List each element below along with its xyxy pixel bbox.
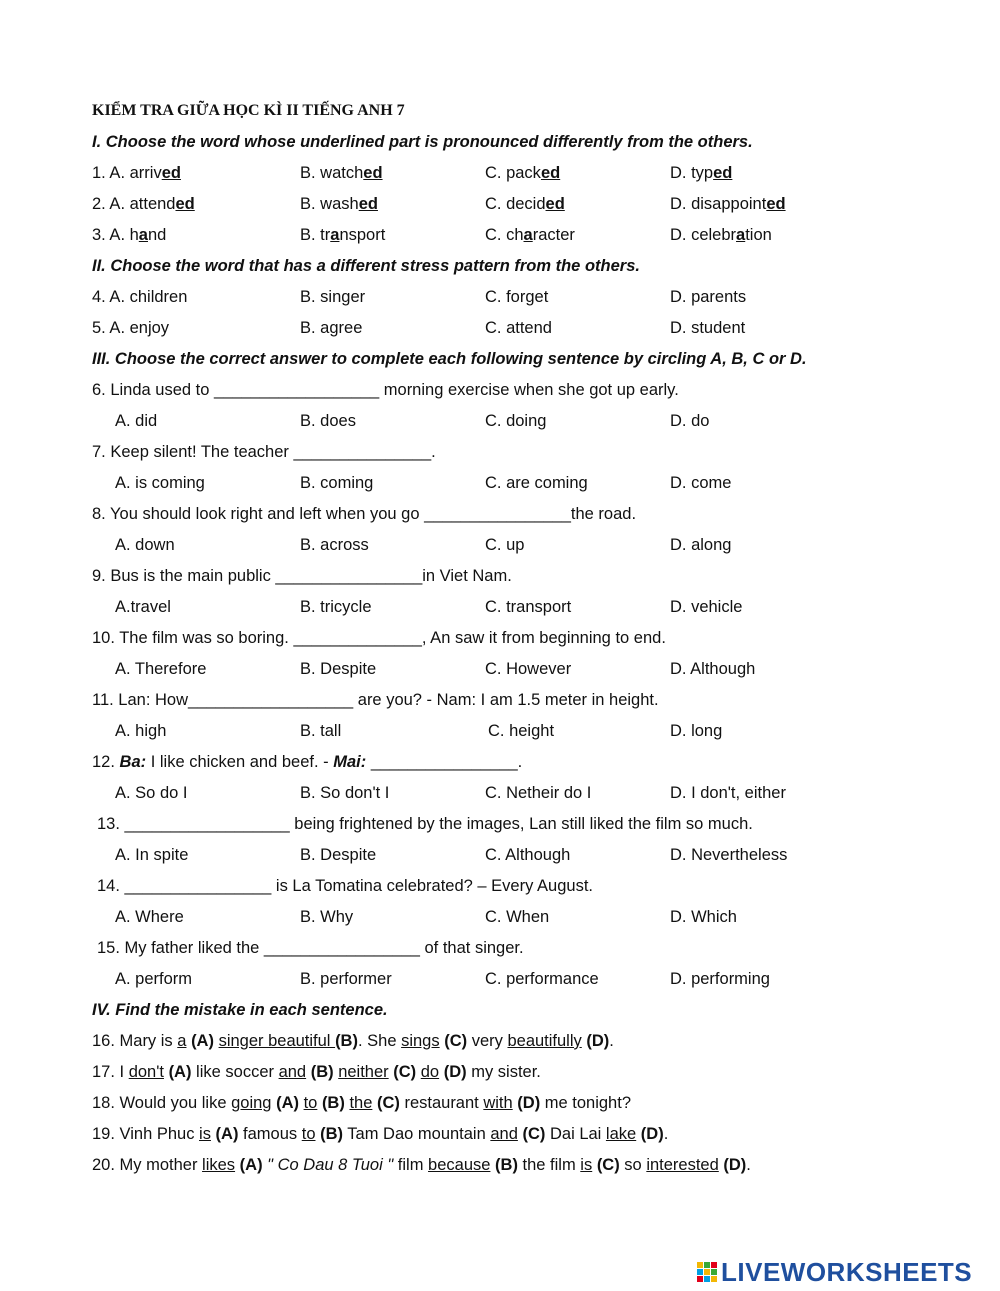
- section-1-heading: I. Choose the word whose underlined part is pronounced differently from the others.: [92, 133, 753, 151]
- q7-option-d: D. come: [670, 474, 732, 492]
- q16-sentence: 16. Mary is a (A) singer beautiful (B). She sings (C) very beautifully (D).: [92, 1032, 614, 1050]
- q10-option-b: B. Despite: [300, 660, 377, 678]
- q3-option-b: B. transport: [300, 226, 386, 244]
- q15-option-c: C. performance: [485, 970, 599, 988]
- q3-option-c: C. character: [485, 226, 575, 244]
- q1-option-d: D. typed: [670, 164, 733, 182]
- q9-option-c: C. transport: [485, 598, 572, 616]
- q4-option-b: B. singer: [300, 288, 366, 306]
- q3-option-d: D. celebration: [670, 226, 772, 244]
- q13-stem: 13. __________________ being frightened by the images, Lan still liked the film so much.: [97, 815, 753, 833]
- q5-option-b: B. agree: [300, 319, 363, 337]
- q12-option-a: A. So do I: [115, 784, 188, 802]
- q14-option-c: C. When: [485, 908, 550, 926]
- q20-sentence: 20. My mother likes (A) " Co Dau 8 Tuoi " film because (B) the film is (C) so interested (D).: [92, 1156, 751, 1174]
- q1-option-c: C. packed: [485, 164, 561, 182]
- q15-option-b: B. performer: [300, 970, 392, 988]
- q4-option-a: 4. A. children: [92, 288, 188, 306]
- q15-option-d: D. performing: [670, 970, 770, 988]
- q12-option-c: C. Netheir do I: [485, 784, 592, 802]
- q8-option-b: B. across: [300, 536, 369, 554]
- q14-option-b: B. Why: [300, 908, 354, 926]
- q9-option-b: B. tricycle: [300, 598, 372, 616]
- section-4-heading: IV. Find the mistake in each sentence.: [92, 1001, 388, 1019]
- q14-option-a: A. Where: [115, 908, 184, 926]
- q10-option-d: D. Although: [670, 660, 756, 678]
- q14-option-d: D. Which: [670, 908, 737, 926]
- q8-option-d: D. along: [670, 536, 732, 554]
- q6-option-d: D. do: [670, 412, 710, 430]
- q7-option-b: B. coming: [300, 474, 374, 492]
- q10-option-c: C. However: [485, 660, 572, 678]
- q1-option-b: B. watched: [300, 164, 383, 182]
- q15-option-a: A. perform: [115, 970, 193, 988]
- q6-option-a: A. did: [115, 412, 158, 430]
- logo-grid-icon: [697, 1262, 717, 1282]
- q13-option-a: A. In spite: [115, 846, 189, 864]
- q4-option-d: D. parents: [670, 288, 747, 306]
- q2-option-a: 2. A. attended: [92, 195, 195, 213]
- q18-sentence: 18. Would you like going (A) to (B) the (C) restaurant with (D) me tonight?: [92, 1094, 631, 1112]
- q6-stem: 6. Linda used to __________________ morning exercise when she got up early.: [92, 381, 679, 399]
- q7-option-a: A. is coming: [115, 474, 205, 492]
- q6-option-b: B. does: [300, 412, 356, 430]
- q19-sentence: 19. Vinh Phuc is (A) famous to (B) Tam Dao mountain and (C) Dai Lai lake (D).: [92, 1125, 669, 1143]
- q13-option-c: C. Although: [485, 846, 571, 864]
- q5-option-c: C. attend: [485, 319, 552, 337]
- q2-option-d: D. disappointed: [670, 195, 786, 213]
- q11-option-a: A. high: [115, 722, 167, 740]
- q2-option-b: B. washed: [300, 195, 378, 213]
- q12-option-d: D. I don't, either: [670, 784, 786, 802]
- q17-sentence: 17. I don't (A) like soccer and (B) neither (C) do (D) my sister.: [92, 1063, 541, 1081]
- q9-option-d: D. vehicle: [670, 598, 743, 616]
- q11-option-d: D. long: [670, 722, 723, 740]
- q2-option-c: C. decided: [485, 195, 565, 213]
- q7-stem: 7. Keep silent! The teacher _______________.: [92, 443, 436, 461]
- q10-stem: 10. The film was so boring. ______________, An saw it from beginning to end.: [92, 629, 666, 647]
- q12-stem: 12. Ba: I like chicken and beef. - Mai: ________________.: [92, 753, 523, 771]
- q13-option-b: B. Despite: [300, 846, 377, 864]
- q5-option-d: D. student: [670, 319, 746, 337]
- q9-option-a: A.travel: [115, 598, 171, 616]
- q1-option-a: 1. A. arrived: [92, 164, 181, 182]
- q4-option-c: C. forget: [485, 288, 549, 306]
- q15-stem: 15. My father liked the _________________ of that singer.: [97, 939, 524, 957]
- q8-option-a: A. down: [115, 536, 175, 554]
- q8-stem: 8. You should look right and left when you go ________________the road.: [92, 505, 637, 523]
- q11-option-c: C. height: [488, 722, 555, 740]
- section-3-heading: III. Choose the correct answer to complete each following sentence by circling A, B, C or D.: [92, 350, 807, 368]
- q11-option-b: B. tall: [300, 722, 342, 740]
- q5-option-a: 5. A. enjoy: [92, 319, 170, 337]
- section-2-heading: II. Choose the word that has a different stress pattern from the others.: [92, 257, 640, 275]
- logo-text: LIVEWORKSHEETS: [721, 1256, 973, 1287]
- q10-option-a: A. Therefore: [115, 660, 207, 678]
- q14-stem: 14. ________________ is La Tomatina celebrated? – Every August.: [97, 877, 593, 895]
- q3-option-a: 3. A. hand: [92, 226, 167, 244]
- q13-option-d: D. Nevertheless: [670, 846, 788, 864]
- q8-option-c: C. up: [485, 536, 525, 554]
- q6-option-c: C. doing: [485, 412, 547, 430]
- q11-stem: 11. Lan: How__________________ are you? - Nam: I am 1.5 meter in height.: [92, 691, 659, 709]
- page-title: KIỂM TRA GIỮA HỌC KÌ II TIẾNG ANH 7: [92, 102, 405, 119]
- q12-option-b: B. So don't I: [300, 784, 390, 802]
- q9-stem: 9. Bus is the main public ________________in Viet Nam.: [92, 567, 512, 585]
- q7-option-c: C. are coming: [485, 474, 588, 492]
- liveworksheets-logo: [697, 1257, 972, 1287]
